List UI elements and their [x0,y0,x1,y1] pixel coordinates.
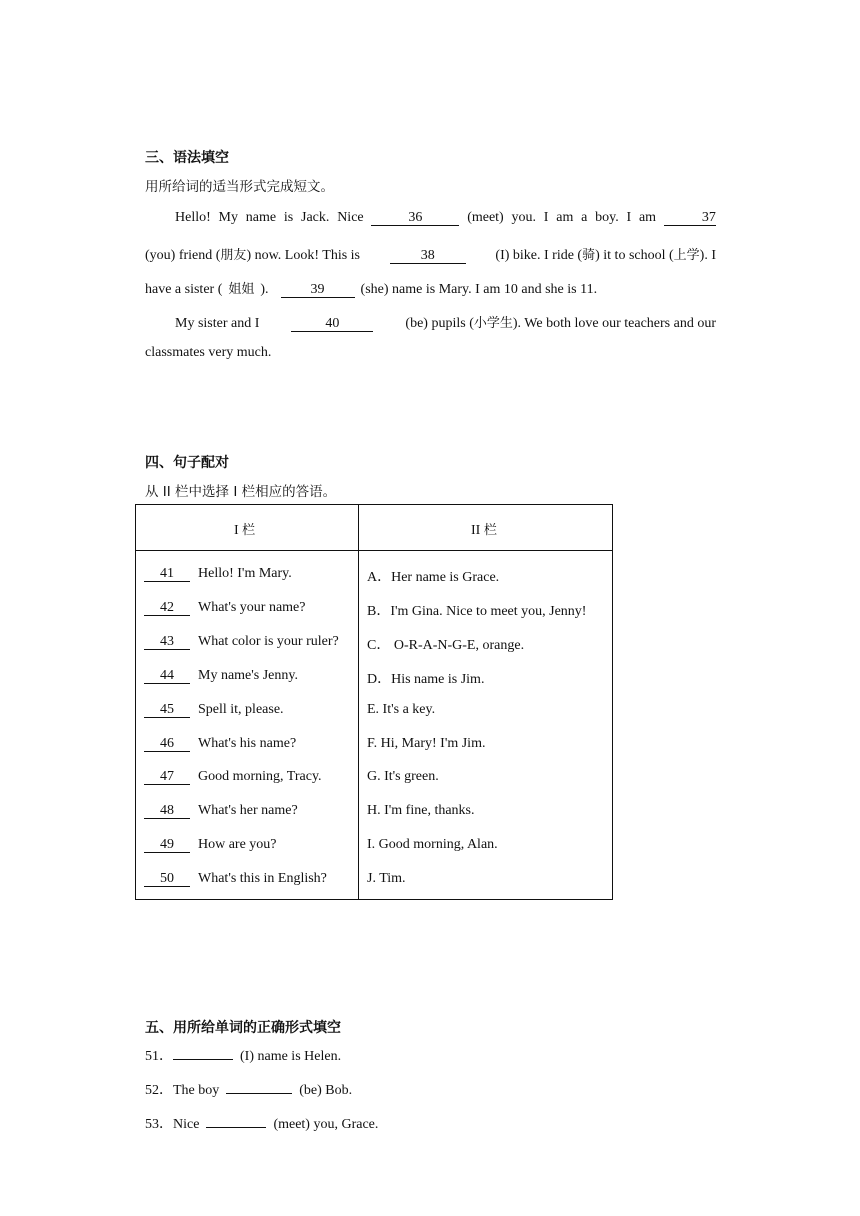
passage-line-3: have a sister ( 姐姐 ). 39 (she) name is Mary. I am 10 and she is 11. [145,282,598,297]
answer-blank[interactable]: 44 [144,668,190,684]
answer-option: I. Good morning, Alan. [367,837,498,852]
answer-option: J. Tim. [367,871,406,886]
exercise-51: 51． (I) name is Helen. [145,1049,342,1064]
answer-blank[interactable]: 49 [144,837,190,853]
exercise-53: 53．Nice (meet) you, Grace. [145,1117,379,1132]
question-row: 46 What's his name? [144,736,296,752]
answer-blank[interactable]: 50 [144,871,190,887]
exercise-52: 52．The boy (be) Bob. [145,1083,353,1098]
answer-blank[interactable]: 46 [144,736,190,752]
answer-option: C． O-R-A-N-G-E, orange. [367,638,525,653]
section5-heading: 五、用所给单词的正确形式填空 [145,1020,341,1036]
passage-line-2: (you) friend (朋友) now. Look! This is 38 (I) bike. I ride (骑) it to school (上学). I [145,248,716,263]
column-2-header: II 栏 [471,523,497,538]
passage-line-1: Hello! My name is Jack. Nice 36 (meet) you. I am a boy. I am 37 [175,210,716,225]
section4-heading: 四、句子配对 [145,455,229,471]
column-1-header: I 栏 [234,523,256,538]
answer-blank[interactable]: 45 [144,702,190,718]
answer-blank[interactable]: 42 [144,600,190,616]
answer-blank[interactable]: 48 [144,803,190,819]
question-row: 41 Hello! I'm Mary. [144,566,292,582]
answer-blank[interactable]: 43 [144,634,190,650]
question-row: 47 Good morning, Tracy. [144,769,322,785]
question-row: 45 Spell it, please. [144,702,284,718]
matching-table [135,504,613,900]
question-row: 42 What's your name? [144,600,305,616]
blank-39[interactable]: 39 [281,282,355,298]
question-row: 50 What's this in English? [144,871,327,887]
exercise-blank[interactable] [226,1093,292,1094]
answer-option: G. It's green. [367,769,439,784]
answer-blank[interactable]: 47 [144,769,190,785]
blank-36[interactable]: 36 [371,210,459,226]
question-row: 49 How are you? [144,837,277,853]
question-row: 44 My name's Jenny. [144,668,298,684]
answer-blank[interactable]: 41 [144,566,190,582]
passage-line-4: My sister and I 40 (be) pupils (小学生). We both love our teachers and our [175,316,716,331]
blank-38[interactable]: 38 [390,248,466,264]
question-row: 43 What color is your ruler? [144,634,339,650]
exercise-blank[interactable] [206,1127,266,1128]
question-row: 48 What's her name? [144,803,298,819]
passage-line-5: classmates very much. [145,345,272,360]
answer-option: D．His name is Jim. [367,672,485,687]
section3-instruction: 用所给词的适当形式完成短文。 [145,179,334,195]
section4-instruction: 从 II 栏中选择 I 栏相应的答语。 [145,484,337,500]
answer-option: H. I'm fine, thanks. [367,803,475,818]
answer-option: E. It's a key. [367,702,436,717]
blank-37[interactable]: 37 [664,210,716,226]
answer-option: A．Her name is Grace. [367,570,500,585]
answer-option: F. Hi, Mary! I'm Jim. [367,736,486,751]
blank-40[interactable]: 40 [291,316,373,332]
answer-option: B．I'm Gina. Nice to meet you, Jenny! [367,604,587,619]
exercise-blank[interactable] [173,1059,233,1060]
section3-heading: 三、语法填空 [145,150,229,166]
